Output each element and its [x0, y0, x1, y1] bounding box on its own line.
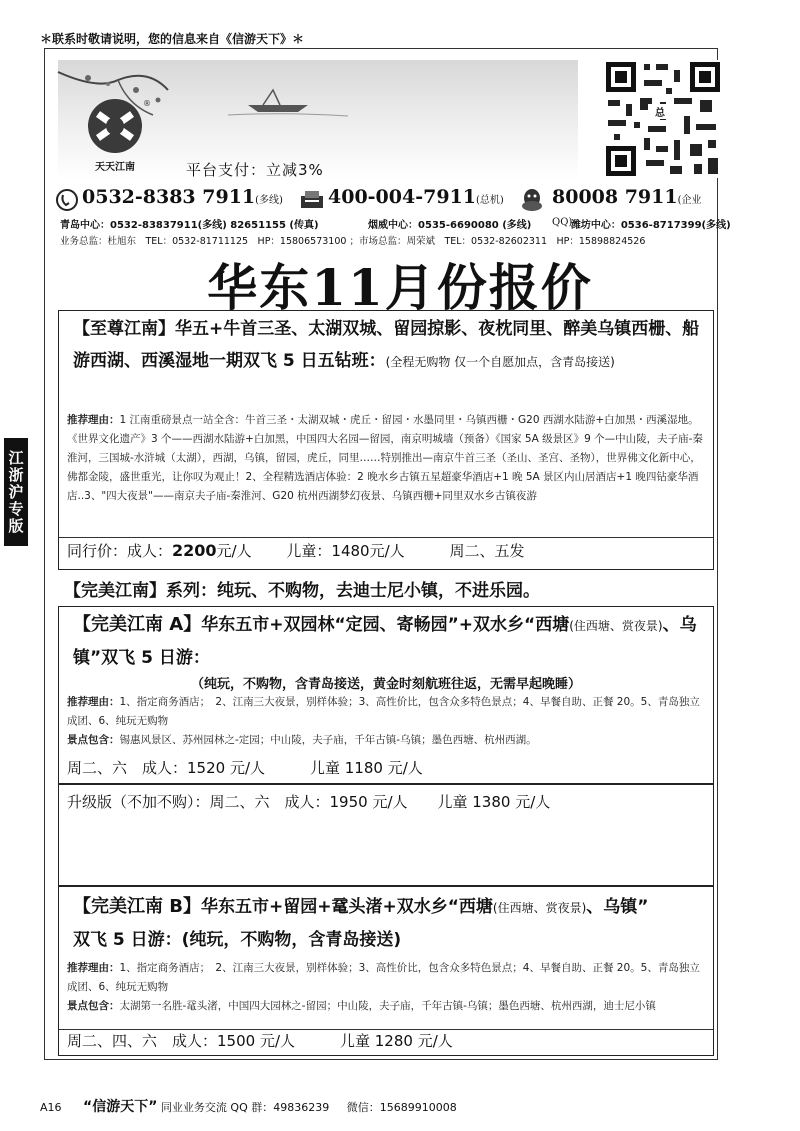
- tour-price: 同行价：成人：2200元/人 儿童：1480元/人 周二、五发: [67, 541, 525, 560]
- upgrade-price: 升级版（不加不购）：周二、六 成人：1950 元/人 儿童 1380 元/人: [67, 793, 551, 811]
- page-footer: [40, 1096, 457, 1116]
- hotline-3[interactable]: 80008 7911(企业QQ): [552, 186, 702, 228]
- sales-contacts: [60, 233, 645, 247]
- page-title: 华东11月份报价: [207, 258, 593, 317]
- hotline-1[interactable]: 0532-8383 7911(多线): [82, 186, 283, 208]
- qr-center-label: 总: [648, 104, 672, 119]
- svg-text:®: ®: [143, 99, 151, 108]
- branch-qingdao: 青岛中心：0532-83837911(多线) 82651155 (传真): [60, 220, 319, 231]
- sales-director: 业务总监：杜旭东 TEL：0532-81711125 HP：15806573100: [60, 236, 347, 247]
- footer-brand: “信游天下”: [83, 1099, 158, 1115]
- tour-title: 【至尊江南】华五+牛首三圣、太湖双城、留园掠影、夜枕同里、醉美乌镇西栅、船游西湖、西溪湿地一期双飞 5 日五钻班：(全程无购物 仅一个自愿加点，含青岛接送): [73, 319, 700, 371]
- qq-icon: [520, 188, 544, 212]
- tour-card-wanmei-b: [58, 886, 714, 1056]
- divider: [59, 537, 713, 538]
- hotline-2[interactable]: 400-004-7911(总机): [328, 186, 504, 208]
- branch-weifang: 潍坊中心：0536-8717399(多线): [570, 220, 731, 231]
- tour-price: 周二、六 成人：1520 元/人 儿童 1180 元/人: [67, 759, 423, 777]
- tour-price: 周二、四、六 成人：1500 元/人 儿童 1280 元/人: [67, 1032, 453, 1050]
- top-note: ＊联系时敬请说明，您的信息来自《信游天下》＊: [40, 32, 305, 46]
- logo-wordmark: 天天江南: [95, 162, 135, 173]
- qr-code: [604, 60, 722, 178]
- platform-discount: 平台支付：立减3%: [186, 161, 324, 179]
- branch-yantai: 烟威中心：0535-6690080 (多线): [368, 220, 532, 231]
- section-tab: 江浙沪专版: [4, 438, 28, 546]
- page-number: A16: [40, 1101, 62, 1114]
- tour-subtitle: （纯玩，不购物，含青岛接送，黄金时刻航班往返，无需早起晚睡）: [190, 677, 581, 692]
- series-headline: 【完美江南】系列：纯玩、不购物，去迪士尼小镇，不进乐园。: [64, 581, 540, 601]
- tour-title: 【完美江南 B】华东五市+留园+鼋头渚+双水乡“西塘(住西塘、赏夜景)、乌镇” 双飞 5 日游：(纯玩，不购物，含青岛接送): [73, 896, 649, 950]
- tour-title: 【完美江南 A】华东五市+双园林“定园、寄畅园”+双水乡“西塘(住西塘、赏夜景)、乌镇”双飞 5 日游：: [73, 614, 697, 668]
- tour-highlights: 推荐理由：1、指定商务酒店； 2、江南三大夜景，别样体验；3、高性价比，包含众多特色景点；4、早餐自助、正餐 20。5、青岛独立成团、6、纯玩无购物 景点包含：太湖第一名胜-鼋头渚，中国四大园林之-留园；中山陵，夫子庙，千年古镇-乌镇；墨色西塘、杭州西湖，迪士尼小镇: [67, 962, 700, 1012]
- fax-icon: [300, 190, 324, 210]
- tour-card-wanmei-a: [58, 606, 714, 784]
- market-director: ；市场总监：周荣斌 TEL：0532-82602311 HP：15898824526: [349, 236, 646, 247]
- footer-wechat: 微信：15689910008: [346, 1101, 457, 1114]
- branch-contacts: [60, 216, 731, 231]
- phone-icon: [56, 189, 78, 211]
- footer-qq-group: 同业业务交流 QQ 群：49836239: [160, 1101, 330, 1114]
- tour-highlights: 推荐理由：1 江南重磅景点一站全含：牛首三圣・太湖双城・虎丘・留园・水墨同里・乌镇西栅・G20 西湖水陆游+白加黑・西溪湿地。《世界文化遗产》3 个——西湖水陆游+白加黑，中国四大名园—留园，南京明城墙（预备）《国家 5A 级景区》9 个—中山陵，夫子庙-秦淮河，三国城-水浒城（太湖），西湖，乌镇，留园，虎丘，同里……特别推出—南京牛首三圣（圣山、圣宫、圣物），世界佛文化新中心，佛都金陵，盛世重光，让你叹为观止！2、全程精选酒店体验：2 晚水乡古镇五星超豪华酒店+1 晚 5A 景区内山居酒店+1 晚四钻豪华酒店..3、"四大夜景"——南京夫子庙-秦淮河、G20 杭州西湖梦幻夜景、乌镇西栅+同里双水乡古镇夜游: [67, 414, 703, 502]
- tour-card-zhizun: [58, 310, 714, 570]
- company-logo: [80, 96, 150, 156]
- tour-upgrade-card: [58, 784, 714, 886]
- tour-highlights: 推荐理由：1、指定商务酒店； 2、江南三大夜景，别样体验；3、高性价比，包含众多特色景点；4、早餐自助、正餐 20。5、青岛独立成团、6、纯玩无购物 景点包含：锡惠风景区、苏州园林之-定园；中山陵，夫子庙，千年古镇-乌镇；墨色西塘、杭州西湖。: [67, 696, 700, 746]
